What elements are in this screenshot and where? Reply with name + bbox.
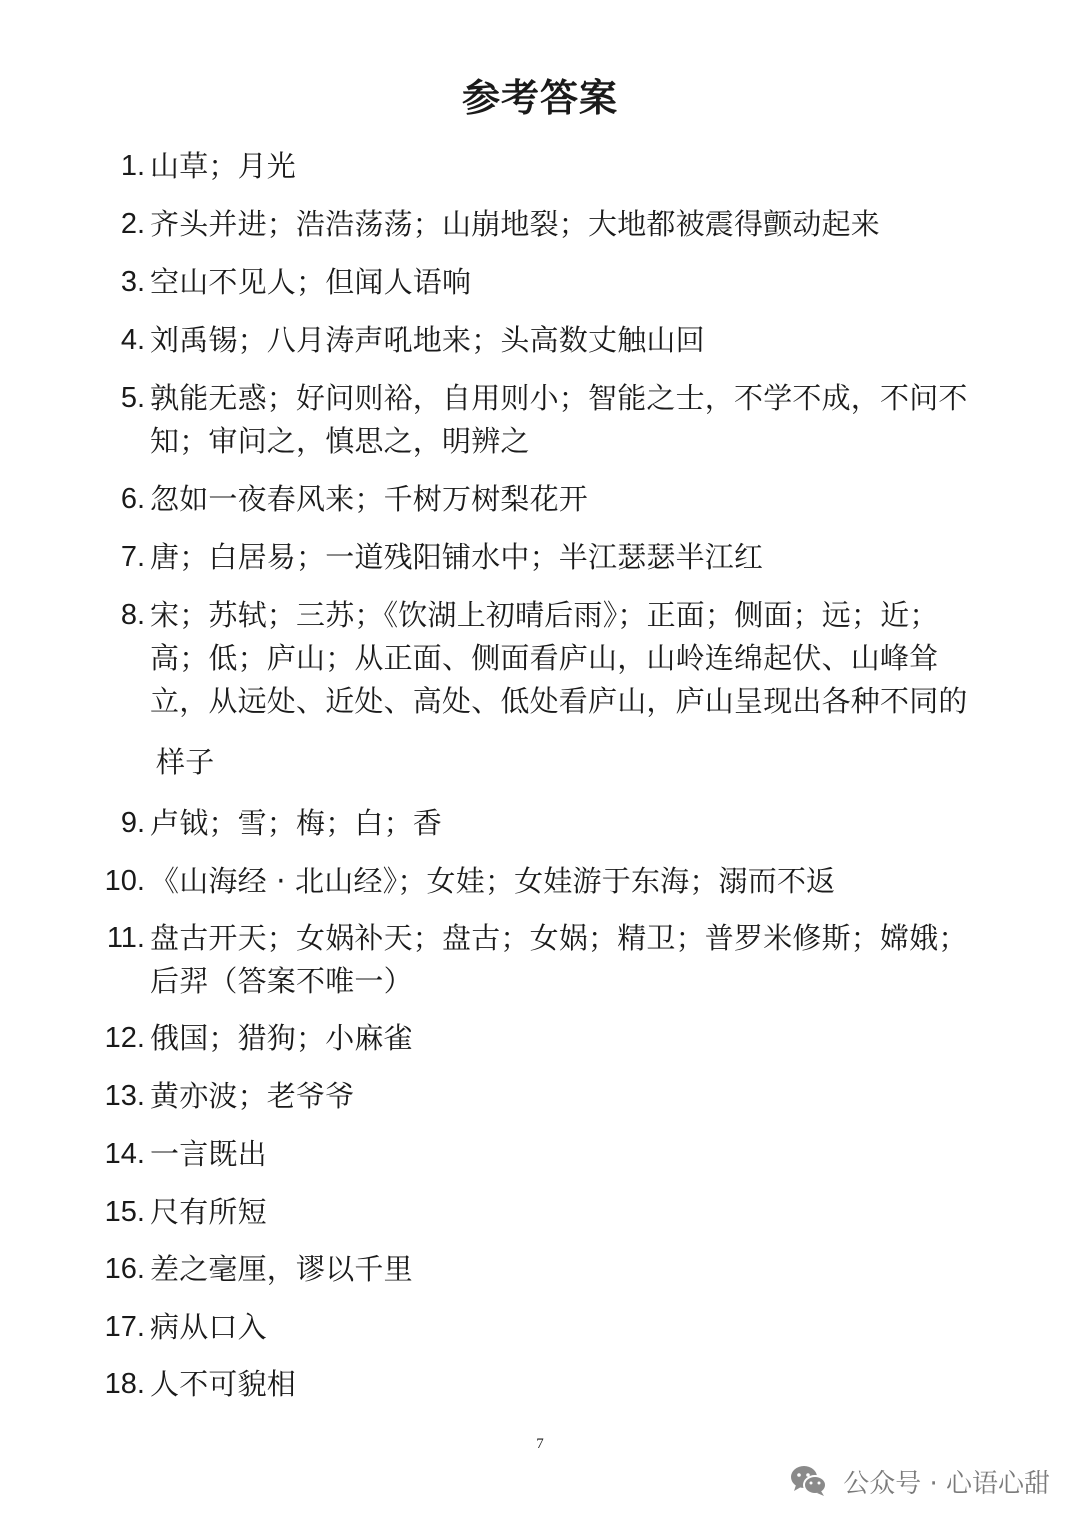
answer-text-line: 一言既出 (150, 1137, 267, 1171)
answer-text-line: 孰能无惑；好问则裕，自用则小；智能之士，不学不成，不问不 (150, 381, 968, 415)
answer-text-line: 宋；苏轼；三苏；《饮湖上初晴后雨》；正面；侧面；远；近； (150, 598, 939, 632)
answer-number: 16. (104, 1253, 145, 1285)
answer-text-line: 后羿（答案不唯一） (150, 964, 413, 998)
answer-text-line: 病从口入 (150, 1310, 267, 1344)
answer-text-line: 唐；白居易；一道残阳铺水中；半江瑟瑟半江红 (150, 540, 764, 574)
answer-text-line: 《山海经 · 北山经》；女娃；女娃游于东海；溺而不返 (150, 864, 836, 898)
answer-text-line: 齐头并进；浩浩荡荡；山崩地裂；大地都被震得颤动起来 (150, 207, 881, 241)
answer-number: 11. (106, 922, 145, 954)
answer-number: 6. (120, 483, 145, 515)
page-title: 参考答案 (461, 76, 618, 120)
answer-text-line: 俄国；猎狗；小麻雀 (150, 1021, 413, 1055)
answer-text-line: 空山不见人；但闻人语响 (150, 265, 472, 299)
answer-number: 10. (104, 865, 145, 897)
answer-text-line: 知；审问之，慎思之，明辨之 (150, 424, 530, 458)
answer-number: 1. (120, 150, 145, 182)
answer-text-line: 差之毫厘，谬以千里 (150, 1252, 413, 1286)
answer-text-line: 立，从远处、近处、高处、低处看庐山，庐山呈现出各种不同的 (150, 684, 968, 718)
answer-number: 8. (120, 599, 145, 631)
answer-number: 9. (120, 807, 145, 839)
wechat-icon (789, 1463, 829, 1499)
watermark (789, 1461, 1050, 1501)
answer-text-line: 黄亦波；老爷爷 (150, 1079, 355, 1113)
answer-text-line: 卢钺；雪；梅；白；香 (150, 806, 443, 840)
answer-number: 3. (120, 266, 145, 298)
answer-text-line: 刘禹锡；八月涛声吼地来；头高数丈触山回 (150, 323, 705, 357)
answer-number: 4. (120, 324, 145, 356)
answer-number: 17. (104, 1311, 145, 1343)
answer-text-line: 人不可貌相 (150, 1367, 297, 1401)
answer-text-line: 山草；月光 (150, 149, 297, 183)
answer-text-line: 盘古开天；女娲补天；盘古；女娲；精卫；普罗米修斯；嫦娥； (150, 921, 968, 955)
answer-number: 5. (120, 382, 145, 414)
answer-number: 7. (120, 541, 145, 573)
watermark-text: 公众号 · 心语心甜 (843, 1468, 1050, 1499)
page-number: 7 (536, 1436, 544, 1452)
answer-number: 13. (104, 1080, 145, 1112)
answer-text-line: 高；低；庐山；从正面、侧面看庐山，山岭连绵起伏、山峰耸 (150, 641, 939, 675)
answer-number: 12. (104, 1022, 145, 1054)
answer-number: 14. (104, 1138, 145, 1170)
answer-text-line: 忽如一夜春风来；千树万树梨花开 (150, 482, 589, 516)
answer-text-line: 尺有所短 (150, 1195, 267, 1229)
answer-number: 15. (104, 1196, 145, 1228)
answer-number: 2. (120, 208, 145, 240)
answer-number: 18. (104, 1368, 145, 1400)
answer-text-line: 样子 (156, 745, 215, 779)
